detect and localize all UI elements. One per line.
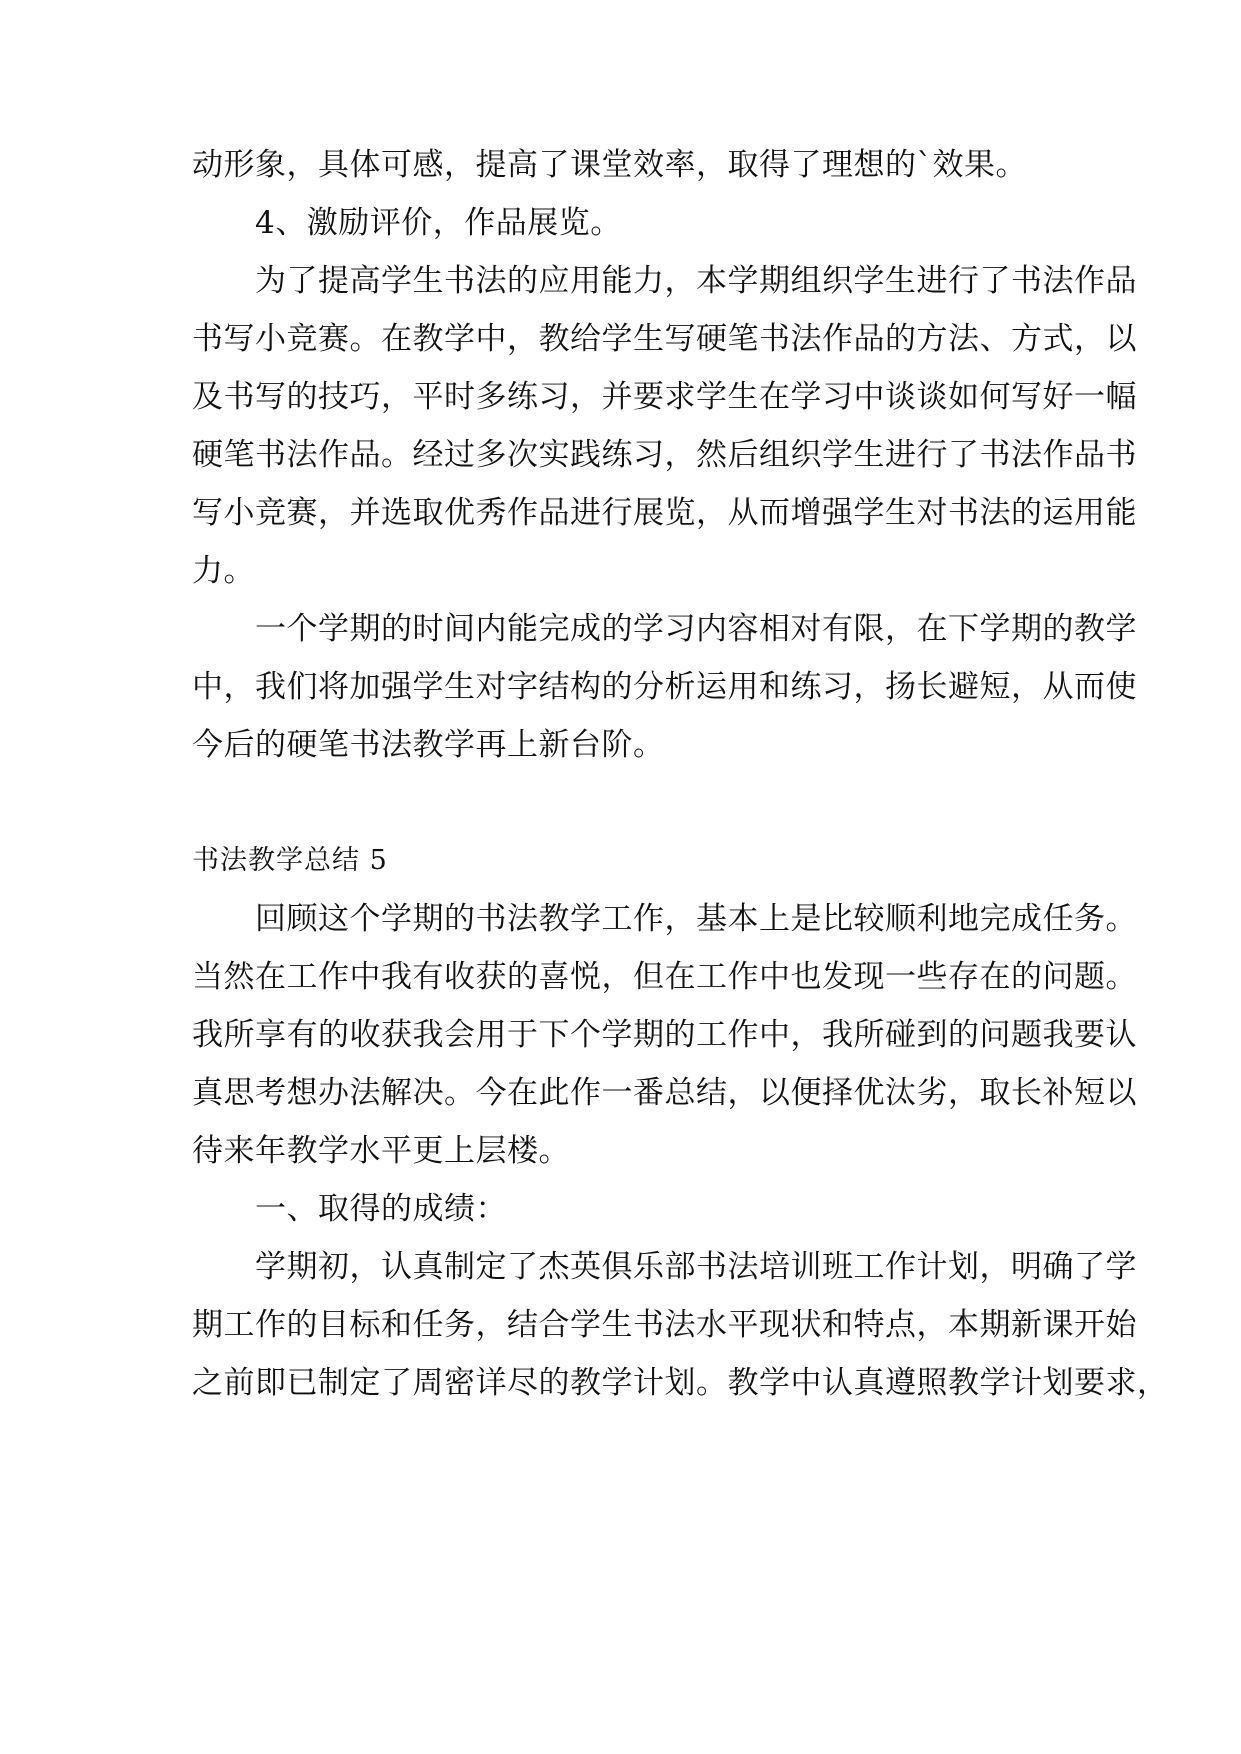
paragraph-line: 期工作的目标和任务，结合学生书法水平现状和特点，本期新课开始 bbox=[192, 1307, 1137, 1343]
paragraph-line: 4、激励评价，作品展览。 bbox=[192, 205, 622, 241]
paragraph-line: 今后的硬笔书法教学再上新台阶。 bbox=[192, 727, 665, 763]
paragraph-line: 学期初，认真制定了杰英俱乐部书法培训班工作计划，明确了学 bbox=[192, 1249, 1137, 1285]
paragraph-line: 中，我们将加强学生对字结构的分析运用和练习，扬长避短，从而使 bbox=[192, 669, 1137, 705]
paragraph-line: 写小竞赛，并选取优秀作品进行展览，从而增强学生对书法的运用能 bbox=[192, 495, 1137, 531]
paragraph-line: 硬笔书法作品。经过多次实践练习，然后组织学生进行了书法作品书 bbox=[192, 437, 1137, 473]
paragraph-line: 为了提高学生书法的应用能力，本学期组织学生进行了书法作品 bbox=[192, 263, 1137, 299]
paragraph-line: 我所享有的收获我会用于下个学期的工作中，我所碰到的问题我要认 bbox=[192, 1017, 1137, 1053]
paragraph-line: 力。 bbox=[192, 553, 255, 589]
paragraph-line: 一个学期的时间内能完成的学习内容相对有限，在下学期的教学 bbox=[192, 611, 1137, 647]
paragraph-line: 当然在工作中我有收获的喜悦，但在工作中也发现一些存在的问题。 bbox=[192, 959, 1137, 995]
paragraph-line: 真思考想办法解决。今在此作一番总结，以便择优汰劣，取长补短以 bbox=[192, 1075, 1137, 1111]
paragraph-line: 及书写的技巧，平时多练习，并要求学生在学习中谈谈如何写好一幅 bbox=[192, 379, 1137, 415]
section-heading: 书法教学总结 5 bbox=[192, 845, 388, 876]
paragraph-line: 待来年教学水平更上层楼。 bbox=[192, 1133, 570, 1169]
paragraph-line: 一、取得的成绩： bbox=[192, 1191, 507, 1227]
paragraph-line: 书写小竞赛。在教学中，教给学生写硬笔书法作品的方法、方式，以 bbox=[192, 321, 1137, 357]
paragraph-line: 之前即已制定了周密详尽的教学计划。教学中认真遵照教学计划要求， bbox=[192, 1365, 1169, 1401]
paragraph-line: 回顾这个学期的书法教学工作，基本上是比较顺利地完成任务。 bbox=[192, 901, 1137, 937]
paragraph-line: 动形象，具体可感，提高了课堂效率，取得了理想的`效果。 bbox=[192, 147, 1027, 183]
